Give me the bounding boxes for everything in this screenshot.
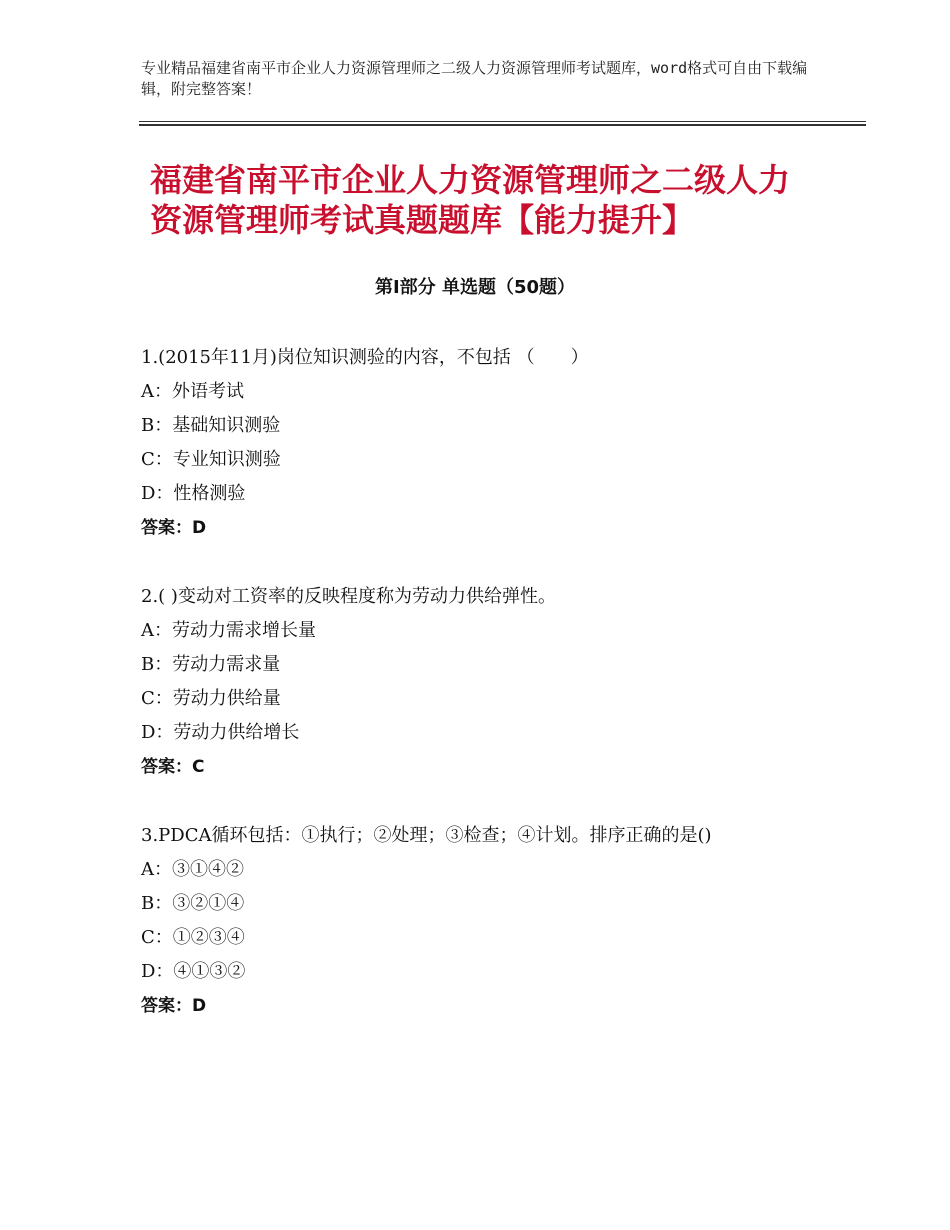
option-a: A：劳动力需求增长量 (141, 620, 316, 641)
option-b: B：劳动力需求量 (141, 654, 281, 675)
option-d: D：④①③② (141, 961, 246, 982)
section-heading: 第Ⅰ部分 单选题（50题） (374, 277, 575, 298)
question-stem: 3.PDCA循环包括：①执行；②处理；③检查；④计划。排序正确的是() (141, 825, 712, 846)
header-note: 专业精品福建省南平市企业人力资源管理师之二级人力资源管理师考试题库，word格式可自由下载编辑，附完整答案！ (141, 59, 808, 98)
document-title: 福建省南平市企业人力资源管理师之二级人力资源管理师考试真题题库【能力提升】 (150, 161, 791, 239)
question-stem: 1.(2015年11月)岗位知识测验的内容，不包括 （ ） (141, 347, 589, 368)
option-c: C：专业知识测验 (141, 449, 281, 470)
option-a: A：③①④② (141, 859, 244, 880)
option-b: B：基础知识测验 (141, 415, 281, 436)
answer-line: 答案：D (141, 518, 207, 538)
header-rule-thick (139, 124, 866, 126)
option-d: D：劳动力供给增长 (141, 722, 300, 743)
option-c: C：①②③④ (141, 927, 245, 948)
option-c: C：劳动力供给量 (141, 688, 281, 709)
option-b: B：③②①④ (141, 893, 245, 914)
option-d: D：性格测验 (141, 483, 246, 504)
question-block (141, 580, 821, 784)
answer-line: 答案：C (141, 757, 205, 777)
question-stem: 2.( )变动对工资率的反映程度称为劳动力供给弹性。 (141, 586, 556, 607)
answer-line: 答案：D (141, 996, 207, 1016)
question-block (141, 819, 821, 1023)
header-rule-thin (139, 121, 866, 122)
question-block (141, 341, 821, 545)
option-a: A：外语考试 (141, 381, 244, 402)
